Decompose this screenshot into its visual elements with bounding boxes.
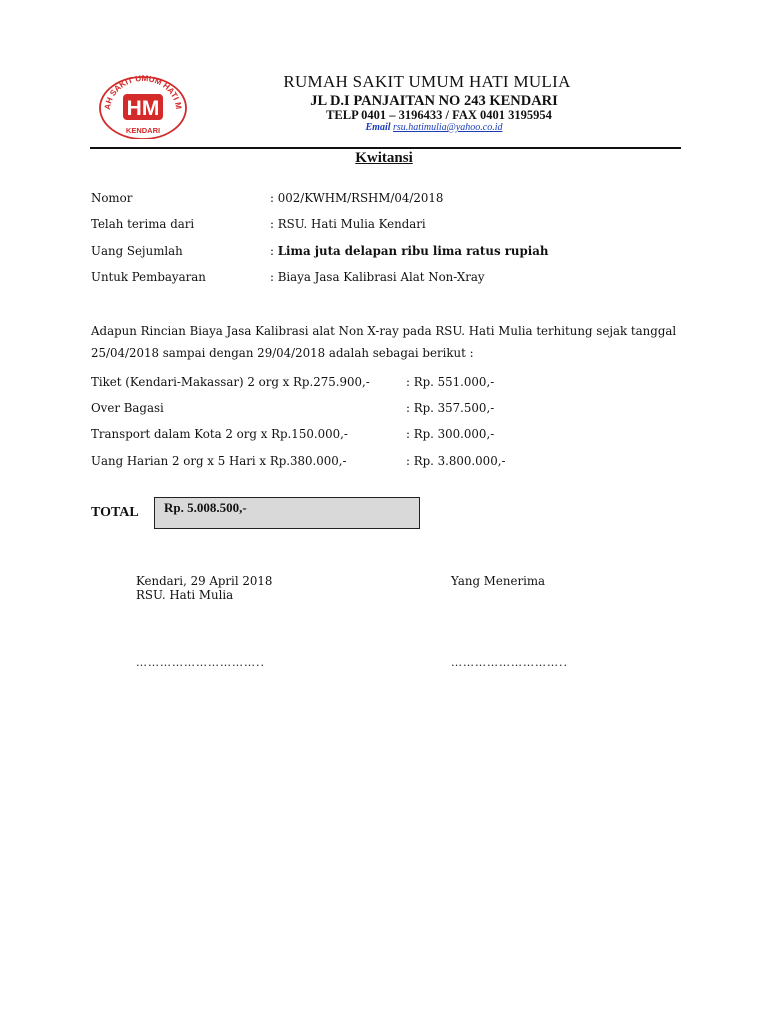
signature-line-left: …………………………..: [136, 656, 265, 669]
signature-organization: RSU. Hati Mulia: [136, 588, 234, 602]
logo-monogram: HM: [126, 97, 160, 120]
signature-line-right: ………………………..: [451, 656, 568, 669]
hospital-name: RUMAH SAKIT UMUM HATI MULIA: [283, 72, 571, 91]
field-pembayaran-value: : Biaya Jasa Kalibrasi Alat Non-Xray: [270, 270, 485, 284]
signature-recipient-title: Yang Menerima: [451, 574, 546, 588]
email-address[interactable]: rsu.hatimulia@yahoo.co.id: [393, 122, 503, 133]
email-label: Email: [365, 122, 391, 133]
item-description: Uang Harian 2 org x 5 Hari x Rp.380.000,-: [91, 454, 347, 468]
item-amount: : Rp. 357.500,-: [406, 401, 495, 415]
item-description: Over Bagasi: [91, 401, 164, 415]
field-pembayaran-label: Untuk Pembayaran: [91, 270, 206, 284]
field-nomor-value: : 002/KWHM/RSHM/04/2018: [270, 191, 444, 205]
item-amount: : Rp. 300.000,-: [406, 427, 495, 441]
header-divider: [90, 147, 681, 149]
logo-arc-text: AH SAKIT UMUM HATI M: [102, 73, 184, 111]
field-colon: :: [270, 244, 274, 258]
total-label: TOTAL: [91, 505, 139, 520]
logo-bottom-text: KENDARI: [125, 126, 161, 135]
field-telah-terima-label: Telah terima dari: [91, 217, 195, 231]
amount-in-words: Lima juta delapan ribu lima ratus rupiah: [277, 244, 549, 258]
detail-paragraph: Adapun Rincian Biaya Jasa Kalibrasi alat Non X-ray pada RSU. Hati Mulia terhitung sejak tanggal 25/04/2018 sampai dengan 29/04/2018 adalah sebagai berikut :: [91, 324, 677, 360]
item-description: Tiket (Kendari-Makassar) 2 org x Rp.275.900,-: [91, 375, 370, 389]
item-description: Transport dalam Kota 2 org x Rp.150.000,-: [91, 427, 348, 441]
field-uang-sejumlah-value: [270, 244, 548, 258]
hospital-phone: TELP 0401 – 3196433 / FAX 0401 3195954: [326, 108, 552, 122]
signature-place-date: Kendari, 29 April 2018: [136, 574, 273, 588]
field-nomor-label: Nomor: [91, 191, 133, 205]
field-telah-terima-value: : RSU. Hati Mulia Kendari: [270, 217, 426, 231]
item-amount: : Rp. 551.000,-: [406, 375, 495, 389]
hospital-email: [0, 122, 768, 133]
hospital-address: JL D.I PANJAITAN NO 243 KENDARI: [310, 93, 558, 109]
document-title: Kwitansi: [355, 150, 413, 166]
field-uang-sejumlah-label: Uang Sejumlah: [91, 244, 183, 258]
item-amount: : Rp. 3.800.000,-: [406, 454, 506, 468]
total-value: Rp. 5.008.500,-: [164, 500, 247, 515]
